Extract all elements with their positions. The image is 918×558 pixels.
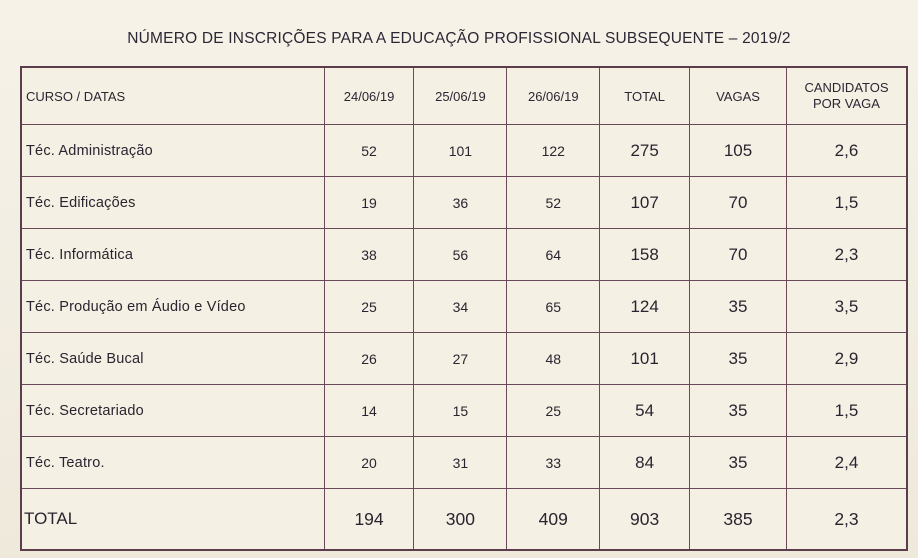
header-date-2: 25/06/19 bbox=[414, 67, 507, 125]
row-candidates-per-seat: 2,6 bbox=[787, 125, 908, 177]
row-vagas: 35 bbox=[690, 333, 787, 385]
row-candidates-per-seat: 2,4 bbox=[787, 437, 908, 489]
date-3-count: 65 bbox=[507, 281, 600, 333]
totals-date-3: 409 bbox=[507, 489, 600, 551]
table-row bbox=[21, 229, 907, 281]
course-name: Téc. Administração bbox=[21, 125, 324, 177]
date-1-count: 26 bbox=[324, 333, 414, 385]
table-row bbox=[21, 437, 907, 489]
course-name: Téc. Teatro. bbox=[21, 437, 324, 489]
date-3-count: 25 bbox=[507, 385, 600, 437]
header-candidates-per-seat bbox=[787, 67, 908, 125]
header-course: CURSO / DATAS bbox=[21, 67, 324, 125]
row-candidates-per-seat: 2,3 bbox=[787, 229, 908, 281]
row-total: 124 bbox=[600, 281, 690, 333]
date-1-count: 38 bbox=[324, 229, 414, 281]
date-3-count: 122 bbox=[507, 125, 600, 177]
totals-date-1: 194 bbox=[324, 489, 414, 551]
totals-date-2: 300 bbox=[414, 489, 507, 551]
course-name: Téc. Edificações bbox=[21, 177, 324, 229]
date-2-count: 27 bbox=[414, 333, 507, 385]
row-total: 275 bbox=[600, 125, 690, 177]
date-3-count: 48 bbox=[507, 333, 600, 385]
header-total: TOTAL bbox=[600, 67, 690, 125]
page-title: NÚMERO DE INSCRIÇÕES PARA A EDUCAÇÃO PROFISSIONAL SUBSEQUENTE – 2019/2 bbox=[127, 30, 791, 47]
totals-row bbox=[21, 489, 907, 551]
date-2-count: 34 bbox=[414, 281, 507, 333]
date-3-count: 64 bbox=[507, 229, 600, 281]
row-candidates-per-seat: 1,5 bbox=[787, 177, 908, 229]
row-total: 158 bbox=[600, 229, 690, 281]
row-vagas: 35 bbox=[690, 437, 787, 489]
row-vagas: 70 bbox=[690, 177, 787, 229]
date-1-count: 25 bbox=[324, 281, 414, 333]
date-1-count: 14 bbox=[324, 385, 414, 437]
course-name: Téc. Secretariado bbox=[21, 385, 324, 437]
date-1-count: 19 bbox=[324, 177, 414, 229]
totals-label: TOTAL bbox=[21, 489, 324, 551]
header-date-1: 24/06/19 bbox=[324, 67, 414, 125]
row-vagas: 105 bbox=[690, 125, 787, 177]
date-2-count: 31 bbox=[414, 437, 507, 489]
enrollment-table bbox=[20, 66, 908, 551]
header-vagas: VAGAS bbox=[690, 67, 787, 125]
date-2-count: 15 bbox=[414, 385, 507, 437]
date-1-count: 20 bbox=[324, 437, 414, 489]
row-vagas: 70 bbox=[690, 229, 787, 281]
header-row bbox=[21, 67, 907, 125]
totals-total: 903 bbox=[600, 489, 690, 551]
row-vagas: 35 bbox=[690, 281, 787, 333]
date-2-count: 101 bbox=[414, 125, 507, 177]
header-cand-line-1: CANDIDATOS bbox=[804, 80, 889, 95]
row-total: 84 bbox=[600, 437, 690, 489]
table-row bbox=[21, 281, 907, 333]
date-2-count: 56 bbox=[414, 229, 507, 281]
date-1-count: 52 bbox=[324, 125, 414, 177]
header-date-3: 26/06/19 bbox=[507, 67, 600, 125]
row-vagas: 35 bbox=[690, 385, 787, 437]
course-name: Téc. Saúde Bucal bbox=[21, 333, 324, 385]
date-3-count: 52 bbox=[507, 177, 600, 229]
table-row bbox=[21, 385, 907, 437]
row-candidates-per-seat: 2,9 bbox=[787, 333, 908, 385]
totals-candidates-per-seat: 2,3 bbox=[787, 489, 908, 551]
table-row bbox=[21, 177, 907, 229]
date-3-count: 33 bbox=[507, 437, 600, 489]
row-candidates-per-seat: 1,5 bbox=[787, 385, 908, 437]
row-total: 107 bbox=[600, 177, 690, 229]
course-name: Téc. Informática bbox=[21, 229, 324, 281]
table-row bbox=[21, 333, 907, 385]
table-row bbox=[21, 125, 907, 177]
row-total: 101 bbox=[600, 333, 690, 385]
date-2-count: 36 bbox=[414, 177, 507, 229]
course-name: Téc. Produção em Áudio e Vídeo bbox=[21, 281, 324, 333]
header-cand-line-2: POR VAGA bbox=[813, 96, 880, 111]
row-total: 54 bbox=[600, 385, 690, 437]
row-candidates-per-seat: 3,5 bbox=[787, 281, 908, 333]
totals-vagas: 385 bbox=[690, 489, 787, 551]
